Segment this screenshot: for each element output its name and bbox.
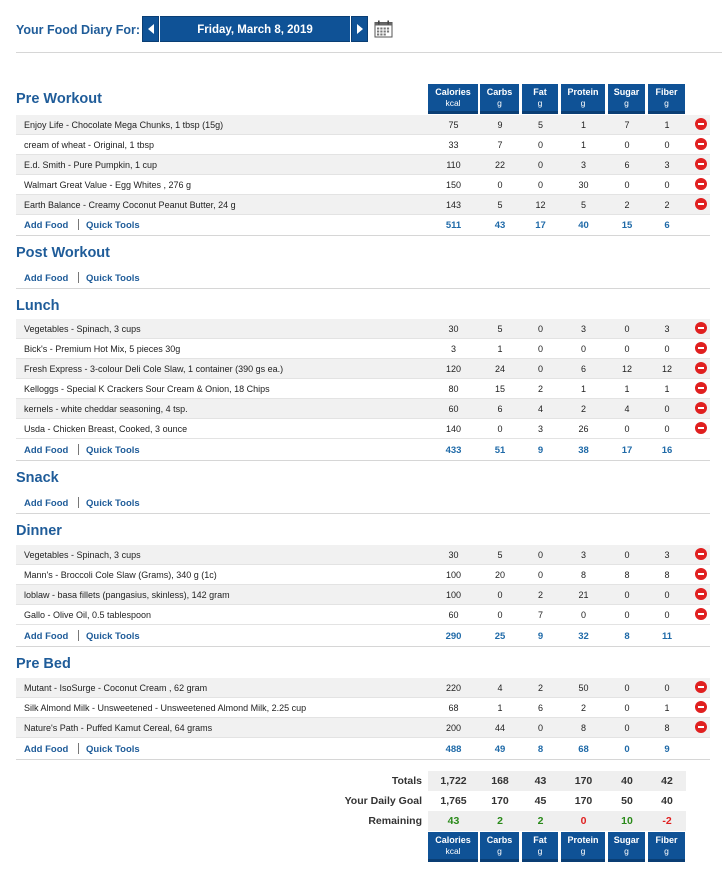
value-calories: 433	[445, 445, 462, 456]
value-carbs: 5	[497, 324, 503, 334]
value-protein: 0	[580, 344, 586, 354]
value-carbs: 6	[497, 404, 503, 414]
value-fat: 0	[537, 723, 543, 733]
previous-day-button[interactable]	[142, 16, 159, 42]
value-protein: 5	[580, 200, 586, 210]
value-fat: 0	[537, 344, 543, 354]
quick-tools-link[interactable]: Quick Tools	[86, 445, 140, 456]
column-unit: g	[580, 846, 586, 856]
remove-icon[interactable]	[695, 608, 707, 620]
value-carbs: 25	[494, 631, 506, 642]
column-header-fat	[522, 84, 558, 114]
value-carbs: 1	[497, 703, 503, 713]
bottom-column-header-fiber	[648, 832, 685, 862]
meal-footer	[16, 738, 710, 760]
remaining-row-label: Remaining	[368, 815, 422, 827]
add-food-link[interactable]: Add Food	[24, 744, 69, 755]
value-fiber: 1	[664, 384, 670, 394]
diary-header	[16, 16, 396, 44]
column-name: Fiber	[655, 87, 678, 97]
value-sugar: 0	[624, 344, 630, 354]
value-fiber: 0	[664, 590, 670, 600]
meal-footer	[16, 267, 710, 289]
value-calories: 33	[448, 140, 459, 150]
remaining-row	[428, 811, 686, 831]
value-calories: 140	[445, 424, 462, 434]
link-separator	[78, 444, 79, 455]
bottom-column-header-calories	[428, 832, 478, 862]
value-fat: 0	[537, 160, 543, 170]
quick-tools-link[interactable]: Quick Tools	[86, 273, 140, 284]
value-fiber: 12	[661, 364, 672, 374]
column-name: Fat	[533, 87, 547, 97]
column-name: Fat	[533, 835, 547, 845]
value-calories: 30	[448, 550, 459, 560]
value-calories: 100	[445, 590, 462, 600]
food-row[interactable]	[16, 545, 710, 565]
food-row[interactable]	[16, 399, 710, 419]
value-carbs: 0	[497, 180, 503, 190]
value-fiber: 40	[661, 795, 673, 807]
value-sugar: 17	[621, 445, 633, 456]
food-row[interactable]	[16, 195, 710, 215]
value-carbs: 9	[497, 120, 503, 130]
value-calories: 68	[448, 703, 459, 713]
quick-tools-link[interactable]: Quick Tools	[86, 744, 140, 755]
column-header-sugar	[608, 84, 645, 114]
value-carbs: 0	[497, 424, 503, 434]
value-protein: 21	[578, 590, 589, 600]
value-carbs: 24	[494, 364, 505, 374]
food-name[interactable]: Fresh Express - 3-colour Deli Cole Slaw, 1 container (390 gs ea.)	[24, 364, 284, 374]
meal-title: Dinner	[16, 523, 62, 539]
value-protein: 0	[580, 815, 587, 827]
daily-goal-row	[428, 791, 686, 811]
column-header-protein	[561, 84, 605, 114]
link-separator	[78, 630, 79, 641]
value-calories: 143	[445, 200, 462, 210]
value-sugar: 10	[621, 815, 633, 827]
column-name: Carbs	[486, 835, 513, 845]
value-sugar: 0	[624, 590, 630, 600]
value-fiber: -2	[662, 815, 672, 827]
value-carbs: 20	[494, 570, 505, 580]
value-fiber: 6	[664, 220, 670, 231]
value-fiber: 1	[664, 120, 670, 130]
value-carbs: 0	[497, 590, 503, 600]
column-name: Carbs	[486, 87, 513, 97]
column-unit: kcal	[445, 98, 461, 108]
value-calories: 100	[445, 570, 462, 580]
value-fiber: 3	[664, 160, 670, 170]
value-fiber: 0	[664, 424, 670, 434]
value-sugar: 4	[624, 404, 630, 414]
value-sugar: 8	[624, 631, 630, 642]
value-protein: 2	[580, 703, 586, 713]
value-calories: 80	[448, 384, 459, 394]
food-name[interactable]: Silk Almond Milk - Unsweetened - Unsweetened Almond Milk, 2.25 cup	[24, 703, 307, 713]
value-fat: 7	[537, 610, 543, 620]
value-sugar: 40	[621, 775, 633, 787]
link-separator	[78, 743, 79, 754]
date-navigator	[142, 16, 368, 42]
food-name[interactable]: Vegetables - Spinach, 3 cups	[24, 324, 141, 334]
column-name: Sugar	[613, 835, 640, 845]
value-calories: 30	[448, 324, 459, 334]
value-sugar: 0	[624, 180, 630, 190]
value-fat: 0	[537, 550, 543, 560]
value-fiber: 0	[664, 610, 670, 620]
meal-title: Post Workout	[16, 245, 110, 261]
food-row[interactable]	[16, 135, 710, 155]
link-separator	[78, 219, 79, 230]
value-fat: 8	[537, 744, 544, 755]
value-fiber: 0	[664, 140, 670, 150]
food-row[interactable]	[16, 585, 710, 605]
value-fat: 0	[537, 140, 543, 150]
value-fiber: 3	[664, 550, 670, 560]
value-protein: 8	[580, 570, 586, 580]
link-separator	[78, 272, 79, 283]
meal-footer	[16, 492, 710, 514]
value-protein: 170	[574, 775, 593, 787]
value-sugar: 0	[624, 744, 630, 755]
value-protein: 0	[580, 610, 586, 620]
value-sugar: 0	[624, 610, 630, 620]
remove-icon[interactable]	[695, 158, 707, 170]
value-fiber: 3	[664, 324, 670, 334]
value-sugar: 0	[624, 683, 630, 693]
value-protein: 2	[580, 404, 586, 414]
column-unit: g	[537, 98, 543, 108]
value-protein: 3	[580, 160, 586, 170]
value-protein: 40	[578, 220, 589, 231]
daily-goal-row-label: Your Daily Goal	[344, 795, 422, 807]
food-row[interactable]	[16, 565, 710, 585]
value-fiber: 0	[664, 404, 670, 414]
remove-icon[interactable]	[695, 198, 707, 210]
food-name[interactable]: Nature's Path - Puffed Kamut Cereal, 64 grams	[24, 723, 213, 733]
value-fiber: 8	[664, 723, 670, 733]
value-fat: 0	[537, 364, 543, 374]
value-sugar: 0	[624, 703, 630, 713]
link-separator	[78, 497, 79, 508]
food-name[interactable]: Usda - Chicken Breast, Cooked, 3 ounce	[24, 424, 188, 434]
food-row[interactable]	[16, 605, 710, 625]
food-row[interactable]	[16, 359, 710, 379]
value-carbs: 44	[494, 723, 505, 733]
meal-footer	[16, 625, 710, 647]
value-sugar: 12	[621, 364, 632, 374]
food-name[interactable]: Mann's - Broccoli Cole Slaw (Grams), 340 g (1c)	[24, 570, 217, 580]
value-carbs: 1	[497, 344, 503, 354]
value-fat: 5	[537, 120, 543, 130]
food-name[interactable]: Walmart Great Value - Egg Whites , 276 g	[24, 180, 192, 190]
value-fat: 2	[537, 384, 543, 394]
food-row[interactable]	[16, 379, 710, 399]
food-row[interactable]	[16, 319, 710, 339]
column-name: Protein	[567, 87, 599, 97]
food-name[interactable]: Enjoy Life - Chocolate Mega Chunks, 1 tbsp (15g)	[24, 120, 224, 130]
value-sugar: 0	[624, 723, 630, 733]
column-name: Calories	[435, 87, 471, 97]
bottom-column-header-carbs	[480, 832, 519, 862]
remove-icon[interactable]	[695, 402, 707, 414]
value-calories: 511	[445, 220, 462, 231]
value-sugar: 1	[624, 384, 630, 394]
value-calories: 120	[445, 364, 462, 374]
value-fat: 9	[537, 445, 544, 456]
current-date: Friday, March 8, 2019	[160, 16, 350, 42]
value-fat: 0	[537, 570, 543, 580]
diary-label: Your Food Diary For:	[16, 23, 141, 37]
value-carbs: 2	[497, 815, 503, 827]
value-protein: 26	[578, 424, 589, 434]
food-name[interactable]: cream of wheat - Original, 1 tbsp	[24, 140, 155, 150]
value-carbs: 15	[494, 384, 505, 394]
column-header-calories	[428, 84, 478, 114]
food-row[interactable]	[16, 339, 710, 359]
value-calories: 43	[447, 815, 460, 827]
value-sugar: 50	[621, 795, 633, 807]
column-unit: g	[624, 846, 629, 856]
value-sugar: 7	[624, 120, 630, 130]
value-carbs: 5	[497, 550, 503, 560]
column-header-fiber	[648, 84, 685, 114]
value-protein: 8	[580, 723, 586, 733]
value-carbs: 5	[497, 200, 503, 210]
value-fiber: 42	[661, 775, 673, 787]
column-unit: g	[580, 98, 586, 108]
value-protein: 3	[580, 550, 586, 560]
value-fat: 43	[534, 775, 547, 787]
add-food-link[interactable]: Add Food	[24, 498, 69, 509]
value-fat: 45	[534, 795, 547, 807]
food-name[interactable]: Earth Balance - Creamy Coconut Peanut Butter, 24 g	[24, 200, 236, 210]
value-fat: 4	[537, 404, 543, 414]
remove-icon[interactable]	[695, 382, 707, 394]
food-row[interactable]	[16, 718, 710, 738]
value-calories: 150	[445, 180, 462, 190]
column-unit: g	[664, 846, 669, 856]
value-sugar: 0	[624, 140, 630, 150]
meal-title: Pre Workout	[16, 91, 102, 107]
header-divider	[16, 52, 722, 53]
quick-tools-link[interactable]: Quick Tools	[86, 220, 140, 231]
value-fat: 2	[537, 683, 543, 693]
food-row[interactable]	[16, 678, 710, 698]
value-sugar: 8	[624, 570, 630, 580]
remove-icon[interactable]	[695, 422, 707, 434]
remove-icon[interactable]	[695, 588, 707, 600]
calendar-icon[interactable]	[374, 20, 393, 38]
value-sugar: 0	[624, 324, 630, 334]
value-protein: 1	[580, 120, 586, 130]
value-carbs: 49	[494, 744, 506, 755]
value-fat: 6	[537, 703, 543, 713]
food-name[interactable]: Gallo - Olive Oil, 0.5 tablespoon	[24, 610, 152, 620]
totals-row	[428, 771, 686, 791]
value-fat: 17	[535, 220, 546, 231]
value-protein: 32	[578, 631, 589, 642]
add-food-link[interactable]: Add Food	[24, 220, 69, 231]
value-protein: 170	[574, 795, 593, 807]
value-sugar: 2	[624, 200, 630, 210]
value-fiber: 8	[664, 570, 670, 580]
value-carbs: 168	[491, 775, 509, 787]
value-carbs: 43	[494, 220, 506, 231]
column-name: Protein	[567, 835, 599, 845]
value-fat: 2	[537, 590, 543, 600]
column-name: Sugar	[613, 87, 640, 97]
value-protein: 1	[580, 140, 586, 150]
column-unit: kcal	[445, 846, 461, 856]
food-row[interactable]	[16, 698, 710, 718]
quick-tools-link[interactable]: Quick Tools	[86, 498, 140, 509]
remove-icon[interactable]	[695, 362, 707, 374]
remove-icon[interactable]	[695, 118, 707, 130]
value-calories: 3	[450, 344, 456, 354]
food-row[interactable]	[16, 155, 710, 175]
remove-icon[interactable]	[695, 138, 707, 150]
meal-footer	[16, 439, 710, 461]
value-fiber: 1	[664, 703, 670, 713]
food-name[interactable]: Kelloggs - Special K Crackers Sour Cream & Onion, 18 Chips	[24, 384, 270, 394]
value-carbs: 7	[497, 140, 503, 150]
value-carbs: 4	[497, 683, 503, 693]
next-day-button[interactable]	[351, 16, 368, 42]
totals-row-label: Totals	[391, 775, 422, 787]
value-sugar: 6	[624, 160, 630, 170]
value-calories: 290	[445, 631, 462, 642]
value-calories: 110	[446, 160, 461, 170]
value-sugar: 15	[621, 220, 633, 231]
arrow-right-icon	[357, 24, 363, 34]
food-row[interactable]	[16, 175, 710, 195]
add-food-link[interactable]: Add Food	[24, 445, 69, 456]
column-unit: g	[497, 98, 502, 108]
value-fat: 3	[537, 424, 543, 434]
food-name[interactable]: E.d. Smith - Pure Pumpkin, 1 cup	[24, 160, 158, 170]
add-food-link[interactable]: Add Food	[24, 273, 69, 284]
value-carbs: 0	[497, 610, 503, 620]
meal-title: Pre Bed	[16, 656, 71, 672]
add-food-link[interactable]: Add Food	[24, 631, 69, 642]
quick-tools-link[interactable]: Quick Tools	[86, 631, 140, 642]
value-carbs: 170	[491, 795, 509, 807]
value-fat: 12	[535, 200, 546, 210]
meal-footer	[16, 214, 710, 236]
food-row[interactable]	[16, 115, 710, 135]
value-calories: 60	[448, 404, 459, 414]
column-unit: g	[537, 846, 543, 856]
value-sugar: 0	[624, 424, 630, 434]
value-fiber: 0	[664, 344, 670, 354]
remove-icon[interactable]	[695, 178, 707, 190]
column-unit: g	[624, 98, 629, 108]
column-name: Fiber	[655, 835, 678, 845]
value-fiber: 9	[664, 744, 670, 755]
food-name[interactable]: Mutant - IsoSurge - Coconut Cream , 62 gram	[24, 683, 208, 693]
value-carbs: 51	[494, 445, 506, 456]
value-protein: 6	[580, 364, 586, 374]
column-unit: g	[497, 846, 502, 856]
value-fat: 0	[537, 324, 543, 334]
value-fat: 9	[537, 631, 544, 642]
bottom-column-header-sugar	[608, 832, 645, 862]
meal-title: Snack	[16, 470, 59, 486]
remove-icon[interactable]	[695, 568, 707, 580]
remove-icon[interactable]	[695, 681, 707, 693]
bottom-column-header-fat	[522, 832, 558, 862]
value-fiber: 16	[661, 445, 673, 456]
value-protein: 50	[578, 683, 589, 693]
value-sugar: 0	[624, 550, 630, 560]
value-calories: 488	[445, 744, 462, 755]
remove-icon[interactable]	[695, 322, 707, 334]
value-carbs: 22	[494, 160, 505, 170]
value-fiber: 2	[664, 200, 670, 210]
value-protein: 3	[580, 324, 586, 334]
value-fat: 0	[537, 180, 543, 190]
value-calories: 1,722	[440, 775, 467, 787]
value-calories: 220	[445, 683, 462, 693]
value-fat: 2	[537, 815, 544, 827]
food-name[interactable]: Bick's - Premium Hot Mix, 5 pieces 30g	[24, 344, 181, 354]
value-calories: 75	[448, 120, 459, 130]
remove-icon[interactable]	[695, 721, 707, 733]
remove-icon[interactable]	[695, 548, 707, 560]
food-row[interactable]	[16, 419, 710, 439]
value-calories: 200	[445, 723, 462, 733]
value-fiber: 11	[661, 631, 673, 642]
bottom-column-header-protein	[561, 832, 605, 862]
meal-title: Lunch	[16, 298, 60, 314]
value-calories: 60	[448, 610, 459, 620]
value-protein: 30	[578, 180, 589, 190]
value-calories: 1,765	[440, 795, 467, 807]
value-fiber: 0	[664, 180, 670, 190]
remove-icon[interactable]	[695, 342, 707, 354]
remove-icon[interactable]	[695, 701, 707, 713]
column-header-carbs	[480, 84, 519, 114]
value-fiber: 0	[664, 683, 670, 693]
column-name: Calories	[435, 835, 471, 845]
food-name[interactable]: kernels - white cheddar seasoning, 4 tsp.	[24, 404, 188, 414]
food-name[interactable]: Vegetables - Spinach, 3 cups	[24, 550, 141, 560]
food-name[interactable]: loblaw - basa fillets (pangasius, skinless), 142 gram	[24, 590, 230, 600]
column-unit: g	[664, 98, 669, 108]
value-protein: 68	[578, 744, 589, 755]
value-protein: 1	[580, 384, 586, 394]
value-protein: 38	[578, 445, 589, 456]
arrow-left-icon	[148, 24, 154, 34]
